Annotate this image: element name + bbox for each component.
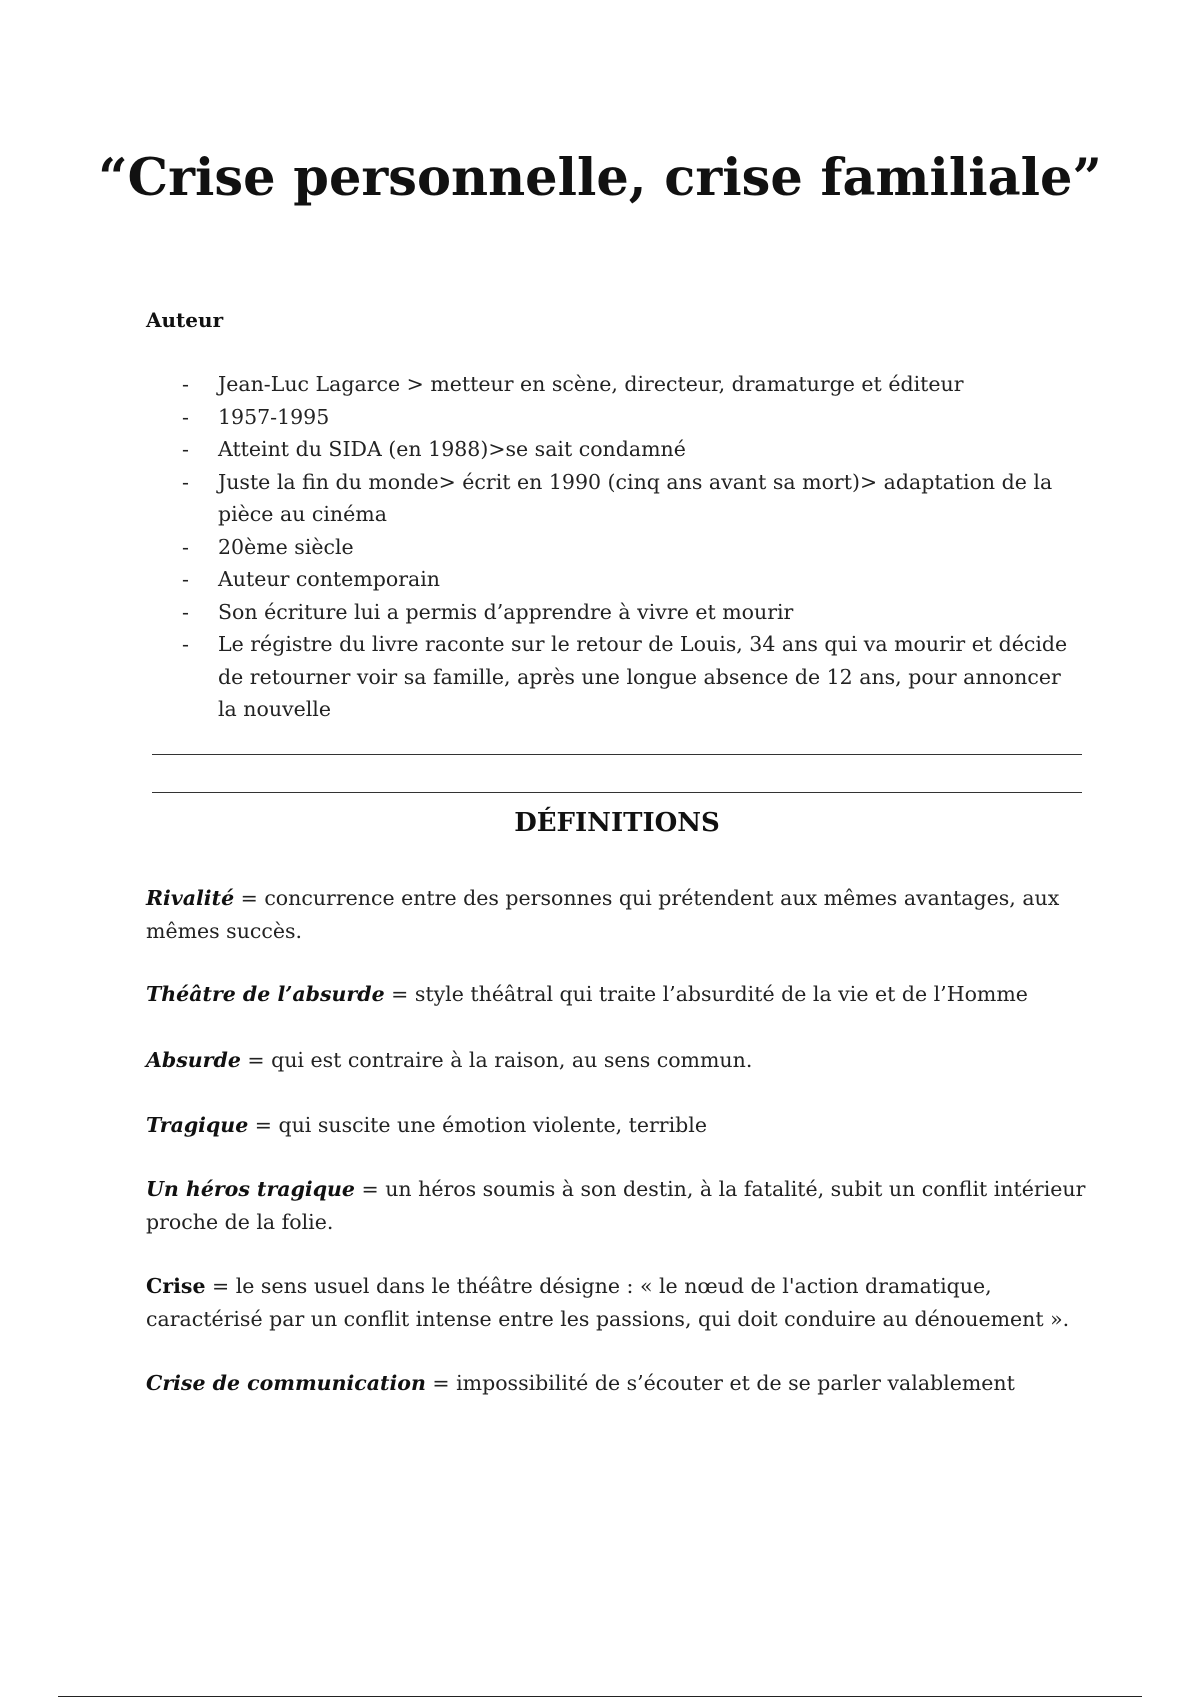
definition-separator: = [354,1177,386,1201]
list-item [146,563,1086,596]
list-item-text: Jean-Luc Lagarce > metteur en scène, directeur, dramaturge et éditeur [218,372,964,396]
bullet-dash: - [182,437,189,461]
page-title: “Crise personnelle, crise familiale” [98,148,1102,208]
definition-item [146,882,1086,947]
list-item-text: 1957-1995 [218,404,330,429]
bullet-dash: - [182,404,189,429]
definition-term: Crise de communication [146,1371,426,1395]
list-item-text: Juste la fin du monde> écrit en 1990 (cinq ans avant sa mort)> adaptation de la pièce au cinéma [218,469,1053,526]
list-item-text: Auteur contemporain [218,567,440,591]
bullet-dash: - [182,599,189,624]
definition-text: qui est contraire à la raison, au sens commun. [271,1048,753,1072]
author-section-label: Auteur [146,308,224,332]
bullet-dash: - [182,469,189,494]
definition-text: style théâtral qui traite l’absurdité de la vie et de l’Homme [414,982,1028,1006]
horizontal-divider [152,792,1082,793]
definition-text: concurrence entre des personnes qui prétendent aux mêmes avantages, aux mêmes succès. [146,886,1060,943]
list-item [146,628,1086,726]
definition-item [146,1109,1086,1142]
definition-item [146,1270,1086,1335]
list-item [146,531,1086,564]
definition-term: Un héros tragique [146,1177,355,1201]
definition-item [146,978,1086,1011]
definition-item [146,1044,1086,1077]
bullet-dash: - [182,632,189,656]
definition-separator: = [425,1371,457,1395]
list-item [146,466,1086,531]
definition-separator: = [248,1113,279,1137]
definition-text: qui suscite une émotion violente, terrible [278,1113,707,1137]
definition-term: Absurde [146,1048,241,1072]
definition-text: le sens usuel dans le théâtre désigne : « le nœud de l'action dramatique, caractérisé par un conflit intense entre les passions, qui doit conduire au dénouement ». [146,1274,1070,1331]
bullet-dash: - [182,534,189,559]
definition-separator: = [234,886,265,910]
definition-item [146,1173,1086,1238]
definition-separator: = [240,1048,272,1072]
list-item [146,401,1086,434]
definitions-heading: DÉFINITIONS [514,808,720,838]
footer-divider [58,1696,1142,1697]
list-item [146,596,1086,629]
list-item [146,368,1086,401]
definition-separator: = [384,982,415,1006]
definition-term: Théâtre de l’absurde [146,982,385,1006]
definition-text: un héros soumis à son destin, à la fatalité, subit un conflit intérieur proche de la folie. [146,1177,1086,1234]
definition-item [146,1367,1086,1400]
definition-term: Crise [146,1274,206,1298]
list-item-text: 20ème siècle [218,534,354,559]
bullet-dash: - [182,372,189,396]
list-item-text: Le régistre du livre raconte sur le retour de Louis, 34 ans qui va mourir et décide de retourner voir sa famille, après une longue absence de 12 ans, pour annoncer la nouvelle [218,632,1068,721]
list-item [146,433,1086,466]
definition-text: impossibilité de s’écouter et de se parler valablement [456,1371,1015,1395]
author-bullet-list [146,368,1086,726]
horizontal-divider [152,754,1082,755]
list-item-text: Son écriture lui a permis d’apprendre à vivre et mourir [218,599,794,624]
bullet-dash: - [182,567,189,591]
definition-separator: = [205,1274,236,1298]
list-item-text: Atteint du SIDA (en 1988)>se sait condamné [218,437,686,461]
definition-term: Tragique [146,1113,249,1137]
definition-term: Rivalité [146,886,235,910]
